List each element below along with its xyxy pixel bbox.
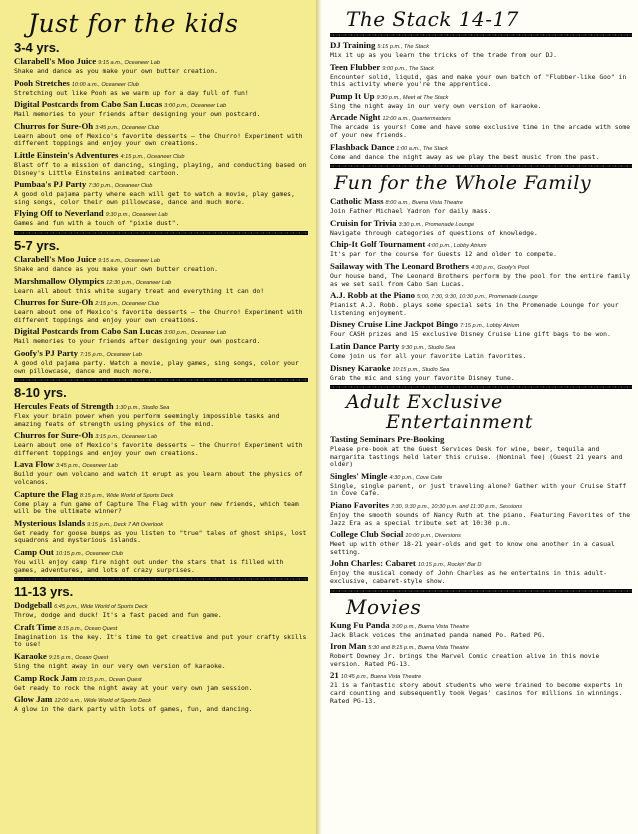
event-description: Shake and dance as you make your own butter creation. <box>14 264 218 273</box>
event-title: Tasting Seminars Pre-Booking <box>330 434 445 445</box>
event-title: Camp Rock Jam <box>14 672 78 683</box>
event-title: A.J. Robb at the Piano <box>330 290 416 301</box>
event-item <box>14 518 308 545</box>
event-item <box>330 218 632 238</box>
kids-column <box>0 0 316 834</box>
event-title: College Club Social <box>330 529 404 540</box>
event-item <box>330 641 632 668</box>
event-description: Get ready to rock the night away at your very own jam session. <box>14 683 253 692</box>
event-item <box>14 622 308 649</box>
family-heading: Fun for the Whole Family <box>334 172 592 195</box>
kids-groups <box>14 40 308 714</box>
event-title: Flying Off to Neverland <box>14 208 104 219</box>
event-time-location: 8:15 p.m., Wide World of Sports Deck <box>79 492 174 499</box>
event-item <box>14 99 308 119</box>
event-item <box>330 363 632 383</box>
event-title: Karaoke <box>14 651 47 661</box>
event-item <box>14 56 308 76</box>
age-group-events <box>14 56 308 228</box>
section-divider <box>330 33 632 37</box>
event-description: A glow in the dark party with lots of games, fun, and dancing. <box>14 705 253 714</box>
event-description: It's par for the course for Guests 12 and older to compete. <box>330 250 558 259</box>
event-title: Singles' Mingle <box>330 470 388 481</box>
event-item <box>330 112 632 139</box>
event-item <box>14 121 308 148</box>
event-title: DJ Training <box>330 40 376 50</box>
event-description: Join Father Michael Yadron for daily mass. <box>330 207 492 216</box>
event-item <box>14 673 308 693</box>
event-title: Churros for Sure-Oh <box>14 430 94 441</box>
event-description: Mail memories to your friends after designing your own postcard. <box>14 337 261 346</box>
event-title: Marshmallow Olympics <box>14 275 105 286</box>
event-title: Dodgeball <box>14 600 53 611</box>
event-time-location: 10:45 p.m., Buena Vista Theatre <box>340 674 422 681</box>
section-divider <box>14 577 308 581</box>
event-description: Robert Downey Jr. brings the Marvel Comic creation alive in this movie version. Rated PG-13. <box>330 652 600 668</box>
age-group-events <box>14 401 308 574</box>
event-header <box>330 363 632 375</box>
event-header <box>14 622 308 634</box>
event-description: Single, single parent, or just traveling alone? Gather with your Cruise Staff in Cove Cafe. <box>330 481 627 498</box>
movies-heading: Movies <box>346 594 422 619</box>
event-item <box>14 600 308 620</box>
event-item <box>330 620 632 640</box>
event-header <box>14 121 308 133</box>
family-events <box>330 196 632 382</box>
event-title: John Charles: Cabaret <box>330 558 416 569</box>
event-description: Meet up with other 18-21 year-olds and get to know one another in a casual setting. <box>330 540 615 556</box>
event-title: Pump It Up <box>330 90 375 101</box>
event-description: Imagination is the key. It's time to get creative and put your crafty skills to use! <box>14 632 307 649</box>
event-description: A good old pajama party where each will get to watch a movie, play games, sing songs, color their own pillowcase, dance and much more. <box>14 190 295 206</box>
age-group-events <box>14 254 308 375</box>
event-title: Churros for Sure-Oh <box>14 297 94 308</box>
age-group-events <box>14 600 308 714</box>
event-item <box>330 471 632 498</box>
event-item <box>14 297 308 324</box>
event-title: Pooh Stretches <box>14 77 70 88</box>
event-item <box>14 78 308 98</box>
event-title: Lava Flow <box>14 459 54 470</box>
event-item <box>14 547 308 574</box>
stack-heading: The Stack 14-17 <box>346 7 519 31</box>
event-header <box>14 78 308 90</box>
event-time-location: 9:15 p.m., Deck 7 Aft Overlook <box>87 521 164 528</box>
event-header <box>330 142 632 154</box>
section-divider <box>330 589 632 593</box>
event-title: Capture the Flag <box>14 488 78 499</box>
event-description: Sing the night away in our very own version of karaoke. <box>14 662 226 670</box>
event-time-location: 4:30 p.m., Goofy's Pool <box>470 264 529 271</box>
event-item <box>330 239 632 259</box>
event-header <box>14 276 308 288</box>
event-time-location: 5:00, 7:30, 9:30, 10:30 p.m., Promenade Lounge <box>417 294 538 301</box>
event-item <box>330 319 632 339</box>
event-item <box>330 40 632 60</box>
event-title: Kung Fu Panda <box>330 619 390 630</box>
event-time-location: 2:15 p.m., Oceaneer Club <box>95 301 160 308</box>
event-time-location: 5:15 p.m., The Stack <box>377 44 430 50</box>
event-time-location: 3:30 p.m., Promenade Lounge <box>398 221 475 228</box>
section-divider <box>330 385 632 389</box>
event-time-location: 10:15 p.m., Studio Sea <box>392 366 450 373</box>
event-time-location: 9:15 a.m., Oceaneer Lab <box>98 257 160 264</box>
event-item <box>14 326 308 346</box>
right-column <box>322 0 638 834</box>
event-description: Get ready for goose bumps as you listen to "true" tales of ghost ships, lost squadrons and mysterious islands. <box>14 528 307 545</box>
event-title: Goofy's PJ Party <box>14 347 79 358</box>
event-item <box>330 341 632 361</box>
event-description: Jack Black voices the animated panda named Po. Rated PG. <box>330 630 546 639</box>
event-description: Blast off to a mission of dancing, singing, playing, and conducting based on Disney's Little Einsteins animated cartoon. <box>14 160 307 177</box>
event-time-location: 4:30 p.m., Cove Cafe <box>389 474 443 481</box>
section-divider <box>14 378 308 382</box>
event-title: Arcade Night <box>330 112 381 123</box>
event-description: Grab the mic and sing your favorite Disney tune. <box>330 373 515 382</box>
event-title: Latin Dance Party <box>330 340 400 351</box>
event-title: Digital Postcards from Cabo San Lucas <box>14 99 163 110</box>
event-title: Little Einstein's Adventures <box>14 149 119 160</box>
event-title: Digital Postcards from Cabo San Lucas <box>14 326 163 337</box>
event-description: Enjoy the smooth sounds of Nancy Ruth at the piano. Featuring Favorites of the Jazz Era as a special tribute set at 10:30 p.m. <box>330 511 631 527</box>
age-group-heading: 5-7 yrs. <box>14 237 60 253</box>
event-description: Stretching out like Pooh as we warm up for a day full of fun! <box>14 88 249 97</box>
event-time-location: 9:30 p.m., Oceaneer Lab <box>105 212 168 219</box>
event-time-location: 3:00 p.m., Oceaneer Lab <box>164 103 227 110</box>
event-description: Learn about one of Mexico's favorite desserts – the Churro! Experiment with different toppings and enjoy your own creations. <box>14 441 303 457</box>
event-description: Mail memories to your friends after designing your own postcard. <box>14 110 261 119</box>
event-item <box>330 91 632 111</box>
event-description: Flex your brain power when you perform seemingly impossible tasks and amazing feats of strength using physics of the mind. <box>14 412 280 428</box>
event-description: Sing the night away in our very own version of karaoke. <box>330 101 542 110</box>
event-time-location: 9:30 p.m., Meet at The Stack <box>376 94 449 101</box>
event-header <box>330 62 632 74</box>
event-item <box>14 489 308 516</box>
age-group-heading: 11-13 yrs. <box>14 584 74 600</box>
movies-events <box>330 620 632 706</box>
event-description: 21 is a fantastic story about students who were trained to become experts in card counting and subsequently took Vegas' casinos for millions in winnings. Rated PG-13. <box>330 681 623 705</box>
event-item <box>330 434 632 469</box>
event-item <box>14 694 308 714</box>
event-item <box>330 558 632 585</box>
event-title: Catholic Mass <box>330 196 384 207</box>
event-time-location: 1:30 p.m., Studio Sea <box>115 405 170 412</box>
event-item <box>14 208 308 228</box>
event-time-location: 7:30 p.m., Oceaneer Club <box>88 183 153 190</box>
event-time-location: 9:00 p.m., The Stack <box>382 65 434 72</box>
event-title: Clarabell's Moo Juice <box>14 56 97 66</box>
event-item <box>330 670 632 705</box>
event-title: Clarabell's Moo Juice <box>14 253 97 264</box>
event-time-location: 7:15 p.m., Lobby Atrium <box>460 323 520 330</box>
event-time-location: 7:15 p.m., Oceaneer Lab <box>80 351 142 358</box>
event-item <box>14 179 308 206</box>
event-description: Pianist A.J. Robb. plays some special sets in the Promenade Lounge for your listening enjoyment. <box>330 301 619 317</box>
event-item <box>330 261 632 288</box>
event-time-location: 3:45 p.m., Oceaneer Club <box>95 124 160 131</box>
event-time-location: 6:45 p.m., Wide World of Sports Deck <box>54 604 148 611</box>
event-time-location: 3:15 p.m., Oceaneer Lab <box>95 434 158 441</box>
event-time-location: 10:15 p.m., Rockin' Bar D <box>417 562 482 569</box>
event-time-location: 4:00 p.m., Lobby Atrium <box>427 243 487 250</box>
event-item <box>330 290 632 317</box>
section-divider <box>14 231 308 235</box>
event-title: Disney Karaoke <box>330 362 391 373</box>
event-item <box>330 500 632 527</box>
event-item <box>14 254 308 274</box>
adult-heading-line2: Entertainment <box>386 411 533 434</box>
event-title: Mysterious Islands <box>14 517 86 528</box>
stack-events <box>330 40 632 161</box>
event-item <box>330 142 632 162</box>
event-title: Teen Flubber <box>330 61 381 72</box>
event-item <box>14 401 308 428</box>
event-description: Our house band, The Leonard Brothers perform by the pool for the entire family as we set sail from Cabo San Lucas. <box>330 271 631 288</box>
section-divider <box>330 164 632 168</box>
event-item <box>14 651 308 671</box>
age-group-heading: 8-10 yrs. <box>14 385 67 401</box>
event-title: Sailaway with The Leonard Brothers <box>330 260 469 271</box>
event-description: Mix it up as you learn the tricks of the trade from our DJ. <box>330 51 558 59</box>
event-item <box>14 459 308 486</box>
event-description: A good old pajama party. Watch a movie, play games, sing songs, color your own pillowcase, dance and much more. <box>14 358 299 375</box>
event-time-location: 10:15 p.m., Ocean Quest <box>79 676 142 683</box>
event-header <box>14 489 308 501</box>
event-time-location: 9:30 p.m., Studio Sea <box>401 344 456 351</box>
event-title: Flashback Dance <box>330 141 395 152</box>
event-time-location: 3:45 p.m., Oceaneer Lab <box>55 463 118 470</box>
event-time-location: 3:00 p.m., Oceaneer Lab <box>164 330 227 337</box>
event-title: Chip-It Golf Tournament <box>330 239 426 250</box>
event-title: Pumbaa's PJ Party <box>14 179 87 190</box>
event-title: Churros for Sure-Oh <box>14 120 94 131</box>
event-item <box>330 529 632 556</box>
event-time-location: 8:15 p.m., Ocean Quest <box>57 625 118 632</box>
event-item <box>330 196 632 216</box>
adult-heading-line1: Adult Exclusive <box>346 391 503 414</box>
event-title: Hercules Feats of Strength <box>14 401 114 412</box>
event-time-location: 9:15 a.m., Oceaneer Lab <box>98 60 160 66</box>
event-header <box>14 673 308 685</box>
event-time-location: 7:30, 9:30 p.m., 10:30 p.m. and 11:30 p.m., Sessions <box>390 504 523 511</box>
event-description: Shake and dance as you make your own butter creation. <box>14 67 218 75</box>
event-header <box>330 620 632 632</box>
event-time-location: 12:00 a.m., Wide World of Sports Deck <box>54 698 152 705</box>
event-description: Enjoy the musical comedy of John Charles as he entertains in this adult-exclusive, cabaret-style show. <box>330 569 608 586</box>
event-header <box>330 218 632 230</box>
event-title: 21 <box>330 670 339 681</box>
event-time-location: 10:00 a.m., Oceaneer Club <box>71 81 139 88</box>
event-time-location: 10:00 p.m., Diversions <box>405 533 461 540</box>
event-title: Disney Cruise Line Jackpot Bingo <box>330 319 459 330</box>
adult-events <box>330 434 632 586</box>
event-description: Come play a fun game of Capture The Flag with your new friends, which team will be the ultimate winner? <box>14 499 299 516</box>
event-description: Learn about one of Mexico's favorite desserts – the Churro! Experiment with different toppings and enjoy your own creations. <box>14 131 303 148</box>
event-header <box>330 91 632 103</box>
event-title: Piano Favorites <box>330 500 389 511</box>
event-description: Build your own volcano and watch it erupt as you learn about the physics of volcanos. <box>14 470 303 487</box>
age-group-heading: 3-4 yrs. <box>14 40 60 55</box>
event-description: Learn all about this white sugary treat and everything it can do! <box>14 286 265 295</box>
event-description: Please pre-book at the Guest Services Desk for wine, beer, tequila and margarita tastings held later this cruise. (Nominal fee) (Guest 21 years and older) <box>330 445 623 469</box>
event-item <box>14 430 308 457</box>
event-description: Throw, dodge and duck! It's a fast paced and fun game. <box>14 611 222 620</box>
event-description: Learn about one of Mexico's favorite desserts – the Churro! Experiment with different toppings and enjoy your own creations. <box>14 308 303 324</box>
event-time-location: 3:00 p.m., Buena Vista Theatre <box>391 623 469 630</box>
event-description: Games and fun with a touch of "pixie dust". <box>14 219 180 228</box>
event-description: Navigate through categories of questions of knowledge. <box>330 228 538 237</box>
kids-heading: Just for the kids <box>28 9 239 38</box>
event-description: Come and dance the night away as we play the best music from the past. <box>330 152 600 161</box>
event-title: Glow Jam <box>14 694 53 705</box>
event-item <box>330 62 632 89</box>
event-item <box>14 276 308 296</box>
event-time-location: 12:30 p.m., Oceaneer Lab <box>106 279 172 286</box>
event-title: Craft Time <box>14 621 56 632</box>
event-time-location: 4:15 p.m., Oceaneer Club <box>120 153 185 160</box>
event-item <box>14 150 308 177</box>
event-time-location: 9:15 p.m., Ocean Quest <box>48 655 109 661</box>
event-title: Iron Man <box>330 641 367 652</box>
event-time-location: 12:00 a.m., Quartermasters <box>382 116 451 123</box>
event-item <box>14 348 308 375</box>
event-time-location: 1:00 a.m., The Stack <box>396 145 448 152</box>
event-title: Camp Out <box>14 547 54 558</box>
event-description: Encounter solid, liquid, gas and make your own batch of "Flubber-like Goo" in this activity where you're the apprentice. <box>330 72 627 89</box>
event-description: The arcade is yours! Come and have some exclusive time in the arcade with some of your new friends. <box>330 123 631 139</box>
event-time-location: 8:00 a.m., Buena Vista Theatre <box>385 200 463 207</box>
event-description: Come join us for all your favorite Latin favorites. <box>330 351 527 360</box>
event-title: Cruisin for Trivia <box>330 217 397 228</box>
event-time-location: 5:30 and 8:15 p.m., Buena Vista Theatre <box>368 645 469 652</box>
event-description: Four CASH prizes and 15 exclusive Disney Cruise Line gift bags to be won. <box>330 330 611 339</box>
event-description: You will enjoy camp fire night out under the stars that is filled with games, adventures, and lots of crazy surprises. <box>14 558 284 574</box>
event-time-location: 10:15 p.m., Oceaneer Club <box>55 551 124 558</box>
